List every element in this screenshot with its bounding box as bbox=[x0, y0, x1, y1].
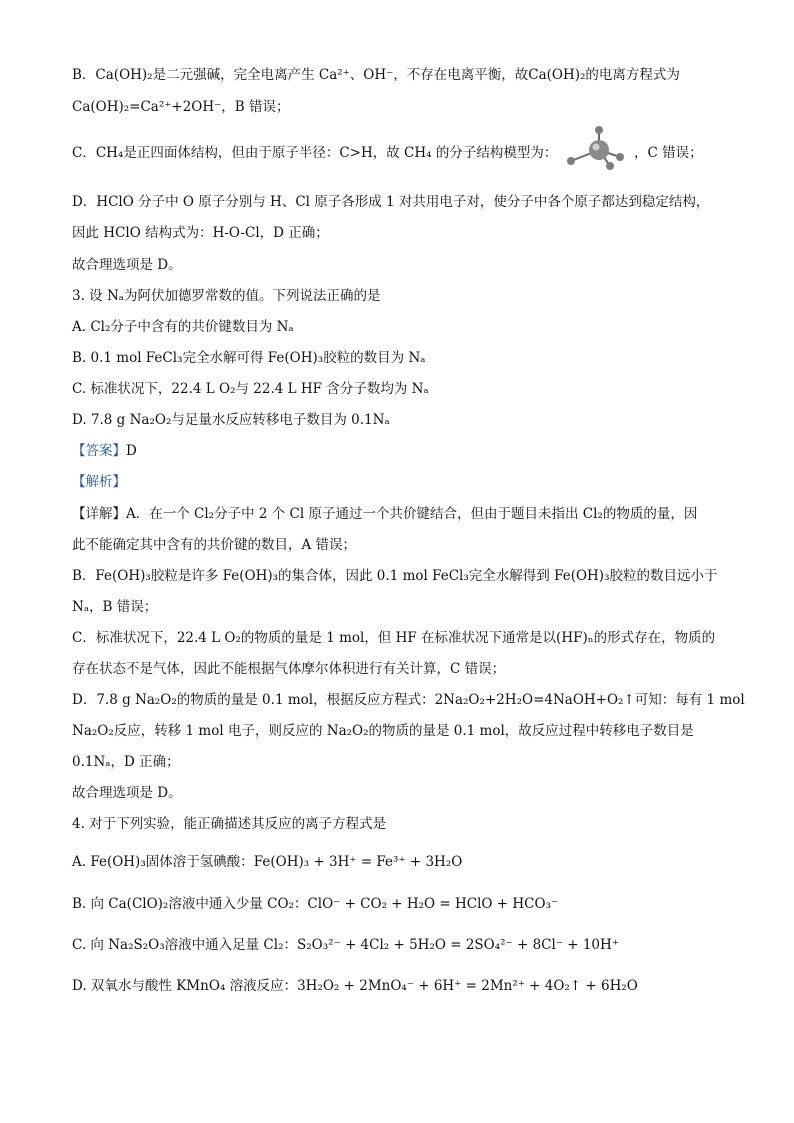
option-a: A. Fe(OH)₃固体溶于氢碘酸：Fe(OH)₃ + 3H⁺ = Fe³⁺ + 3H₂O bbox=[72, 854, 463, 870]
question-3-stem: 3. 设 Nₐ为阿伏加德罗常数的值。下列说法正确的是 bbox=[72, 288, 381, 304]
explanation-line bbox=[72, 503, 732, 525]
text-segment: A．在一个 Cl₂分子中 2 个 Cl 原子通过一个共价键结合，但由于题目未指出 Cl₂的物质的量，因 bbox=[126, 506, 698, 522]
analysis-label: 【解析】 bbox=[72, 474, 126, 490]
text-line: Nₐ，B 错误； bbox=[72, 599, 158, 615]
text-line: 0.1Nₐ，D 正确； bbox=[72, 754, 180, 770]
text-line: B．Fe(OH)₃胶粒是许多 Fe(OH)₃的集合体，因此 0.1 mol FeCl₃完全水解得到 Fe(OH)₃胶粒的数目远小于 bbox=[72, 568, 718, 584]
question-4-stem: 4. 对于下列实验，能正确描述其反应的离子方程式是 bbox=[72, 816, 387, 832]
text-segment: C．CH₄是正四面体结构，但由于原子半径：C>H，故 CH₄ 的分子结构模型为： bbox=[72, 145, 558, 161]
text-line: 故合理选项是 D。 bbox=[72, 257, 182, 273]
answer-value: D bbox=[126, 443, 137, 459]
text-line: 此不能确定其中含有的共价键的数目，A 错误； bbox=[72, 537, 357, 553]
answer-line bbox=[72, 440, 732, 462]
option-b: B. 向 Ca(ClO)₂溶液中通入少量 CO₂：ClO⁻ + CO₂ + H₂O = HClO + HCO₃⁻ bbox=[72, 896, 559, 912]
text-line bbox=[72, 142, 732, 164]
text-line: D．HClO 分子中 O 原子分别与 H、Cl 原子各形成 1 对共用电子对，使分子中各个原子都达到稳定结构， bbox=[72, 194, 710, 210]
option-d: D. 7.8 g Na₂O₂与足量水反应转移电子数目为 0.1Nₐ bbox=[72, 412, 390, 428]
methane-ball-and-stick-model bbox=[562, 124, 632, 172]
text-line: B．Ca(OH)₂是二元强碱，完全电离产生 Ca²⁺、OH⁻，不存在电离平衡，故Ca(OH)₂的电离方程式为 bbox=[72, 67, 680, 83]
text-line: C．标准状况下，22.4 L O₂的物质的量是 1 mol，但 HF 在标准状况下通常是以(HF)ₙ的形式存在，物质的 bbox=[72, 630, 716, 646]
answer-label: 【答案】 bbox=[72, 443, 126, 459]
option-b: B. 0.1 mol FeCl₃完全水解可得 Fe(OH)₃胶粒的数目为 Nₐ bbox=[72, 350, 426, 366]
text-line: D．7.8 g Na₂O₂的物质的量是 0.1 mol，根据反应方程式：2Na₂O₂+2H₂O=4NaOH+O₂↑可知：每有 1 mol bbox=[72, 692, 745, 708]
detail-label: 【详解】 bbox=[72, 506, 126, 522]
text-line: Ca(OH)₂=Ca²⁺+2OH⁻，B 错误； bbox=[72, 99, 290, 115]
text-line: 因此 HClO 结构式为：H-O-Cl，D 正确； bbox=[72, 225, 329, 241]
text-line: 存在状态不是气体，因此不能根据气体摩尔体积进行有关计算，C 错误； bbox=[72, 661, 506, 677]
text-segment: ，C 错误； bbox=[634, 145, 703, 161]
text-line: Na₂O₂反应，转移 1 mol 电子，则反应的 Na₂O₂的物质的量是 0.1 mol，故反应过程中转移电子数目是 bbox=[72, 723, 694, 739]
option-c: C. 标准状况下，22.4 L O₂与 22.4 L HF 含分子数均为 Nₐ bbox=[72, 381, 429, 397]
option-d: D. 双氧水与酸性 KMnO₄ 溶液反应：3H₂O₂ + 2MnO₄⁻ + 6H⁺ = 2Mn²⁺ + 4O₂↑ + 6H₂O bbox=[72, 978, 638, 994]
text-line: 故合理选项是 D。 bbox=[72, 785, 182, 801]
option-a: A. Cl₂分子中含有的共价键数目为 Nₐ bbox=[72, 319, 294, 335]
option-c: C. 向 Na₂S₂O₃溶液中通入足量 Cl₂：S₂O₃²⁻ + 4Cl₂ + 5H₂O = 2SO₄²⁻ + 8Cl⁻ + 10H⁺ bbox=[72, 937, 619, 953]
